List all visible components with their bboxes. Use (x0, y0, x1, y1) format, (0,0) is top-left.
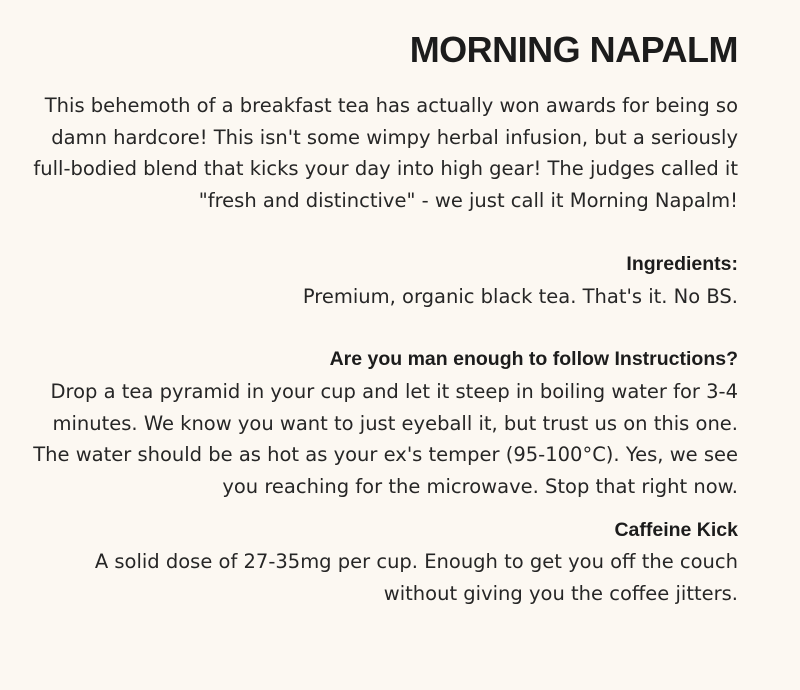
instructions-text: Drop a tea pyramid in your cup and let it steep in boiling water for 3-4 minutes. We know you want to just eyeball it, but trust us on this one. The water should be as hot as your ex's temper (95-100°C). Yes, we see you reaching for the microwave. Stop that right now. (33, 379, 738, 499)
product-title: MORNING NAPALM (409, 29, 738, 70)
product-description: This behemoth of a breakfast tea has actually won awards for being so damn hardcore! This isn't some wimpy herbal infusion, but a seriously full-bodied blend that kicks your day into high gear! The judges called it "fresh and distinctive" - we just call it Morning Napalm! (33, 94, 738, 213)
instructions-heading: Are you man enough to follow Instructions? (329, 348, 738, 371)
product-description-panel (16, 0, 738, 610)
ingredients-heading: Ingredients: (626, 252, 738, 275)
caffeine-text: A solid dose of 27-35mg per cup. Enough to get you off the couch without giving you the coffee jitters. (94, 550, 738, 606)
ingredients-text: Premium, organic black tea. That's it. No BS. (302, 284, 738, 308)
caffeine-heading: Caffeine Kick (614, 518, 738, 541)
